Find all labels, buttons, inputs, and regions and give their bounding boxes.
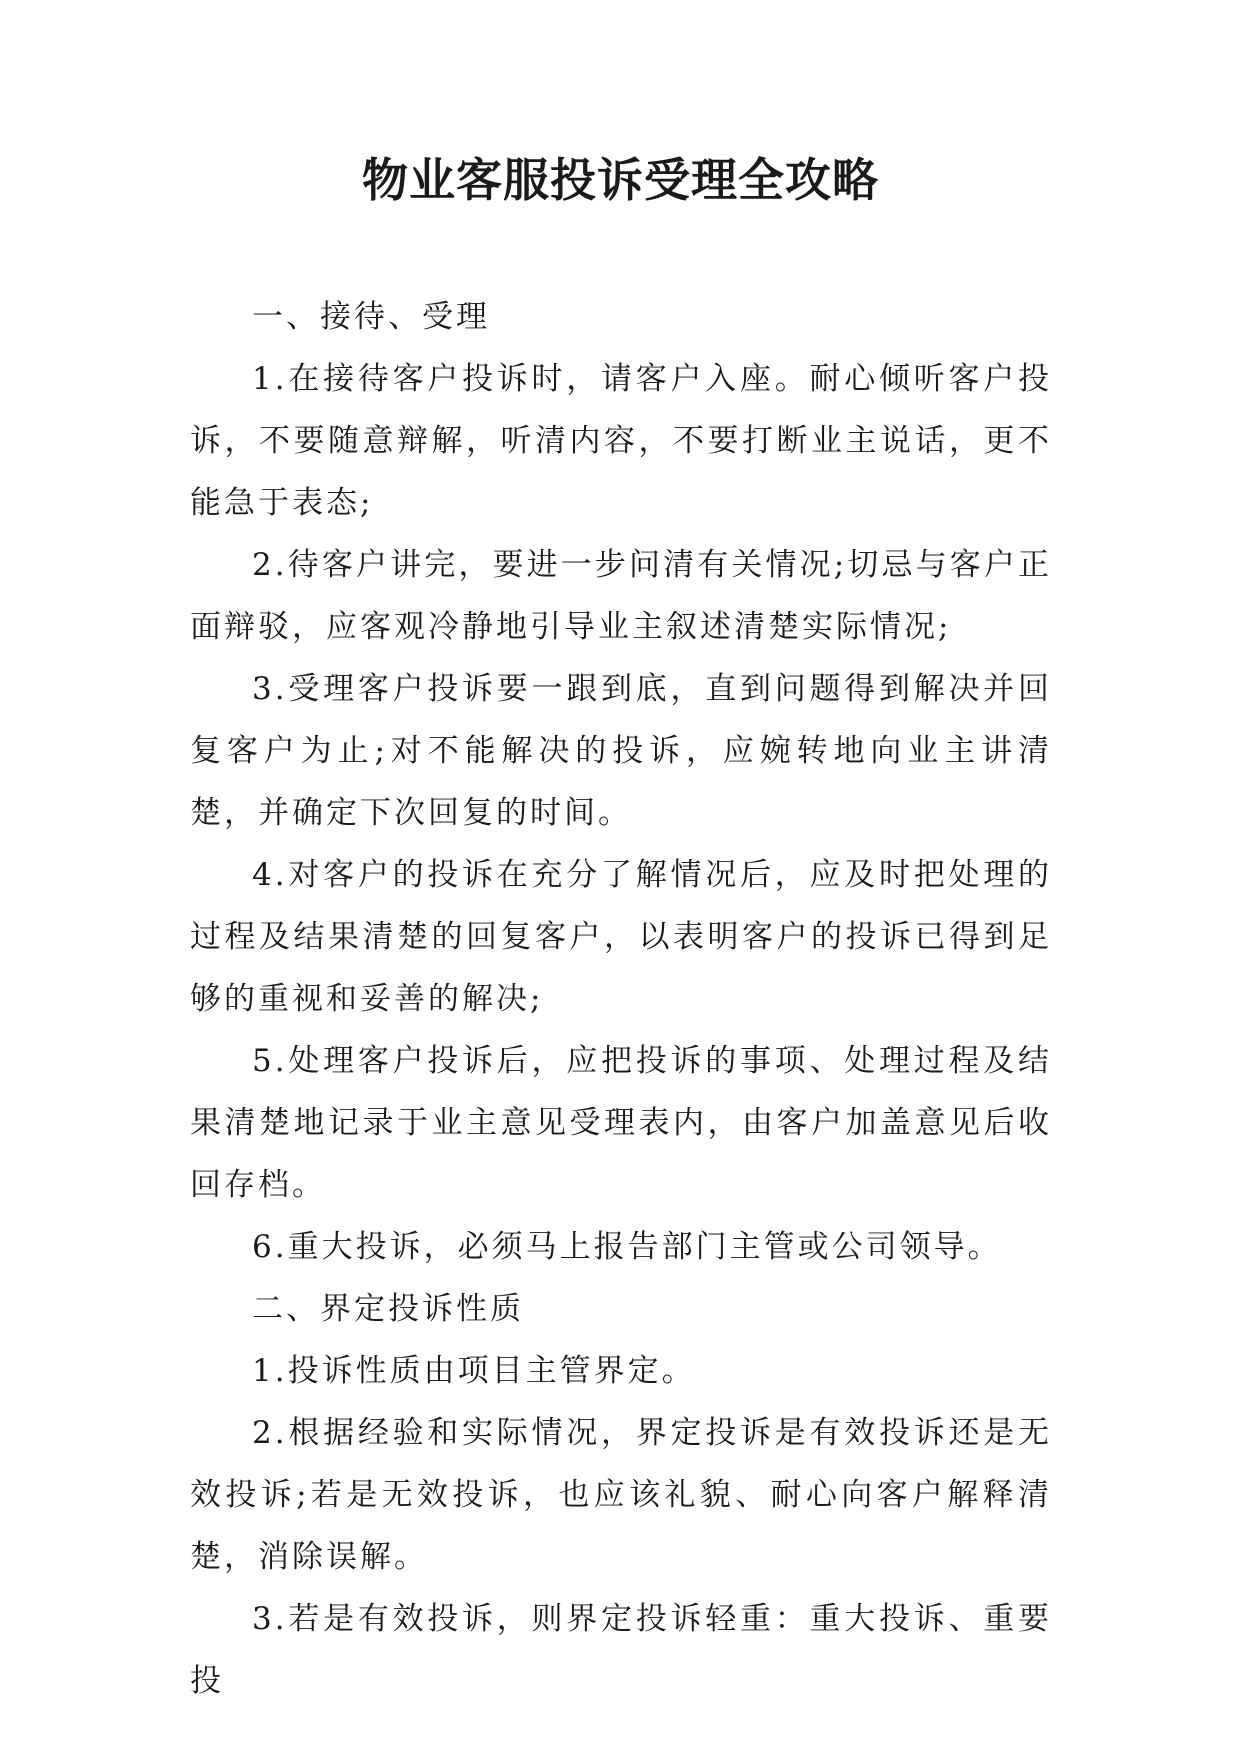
paragraph-item: 3.受理客户投诉要一跟到底，直到问题得到解决并回复客户为止;对不能解决的投诉，应婉转地向业主讲清楚，并确定下次回复的时间。 <box>190 671 1052 831</box>
section-heading-reception: 一、接待、受理 <box>252 299 490 335</box>
paragraph-item: 2.待客户讲完，要进一步问清有关情况;切忌与客户正面辩驳，应客观冷静地引导业主叙述清楚实际情况; <box>190 547 1052 645</box>
paragraph-item: 1.投诉性质由项目主管界定。 <box>252 1353 696 1389</box>
paragraph-item: 4.对客户的投诉在充分了解情况后，应及时把处理的过程及结果清楚的回复客户，以表明客户的投诉已得到足够的重视和妥善的解决; <box>190 857 1052 1017</box>
document-body <box>190 286 1052 1712</box>
paragraph-item: 3.若是有效投诉，则界定投诉轻重：重大投诉、重要投 <box>190 1601 1052 1699</box>
document-title: 物业客服投诉受理全攻略 <box>362 153 879 207</box>
paragraph-item: 2.根据经验和实际情况，界定投诉是有效投诉还是无效投诉;若是无效投诉，也应该礼貌、耐心向客户解释清楚，消除误解。 <box>190 1415 1052 1575</box>
paragraph-item: 6.重大投诉，必须马上报告部门主管或公司领导。 <box>252 1229 1002 1265</box>
paragraph-item: 1.在接待客户投诉时，请客户入座。耐心倾听客户投诉，不要随意辩解，听清内容，不要打断业主说话，更不能急于表态; <box>190 361 1052 521</box>
paragraph-item: 5.处理客户投诉后，应把投诉的事项、处理过程及结果清楚地记录于业主意见受理表内，由客户加盖意见后收回存档。 <box>190 1043 1052 1203</box>
section-heading-nature: 二、界定投诉性质 <box>252 1291 524 1327</box>
